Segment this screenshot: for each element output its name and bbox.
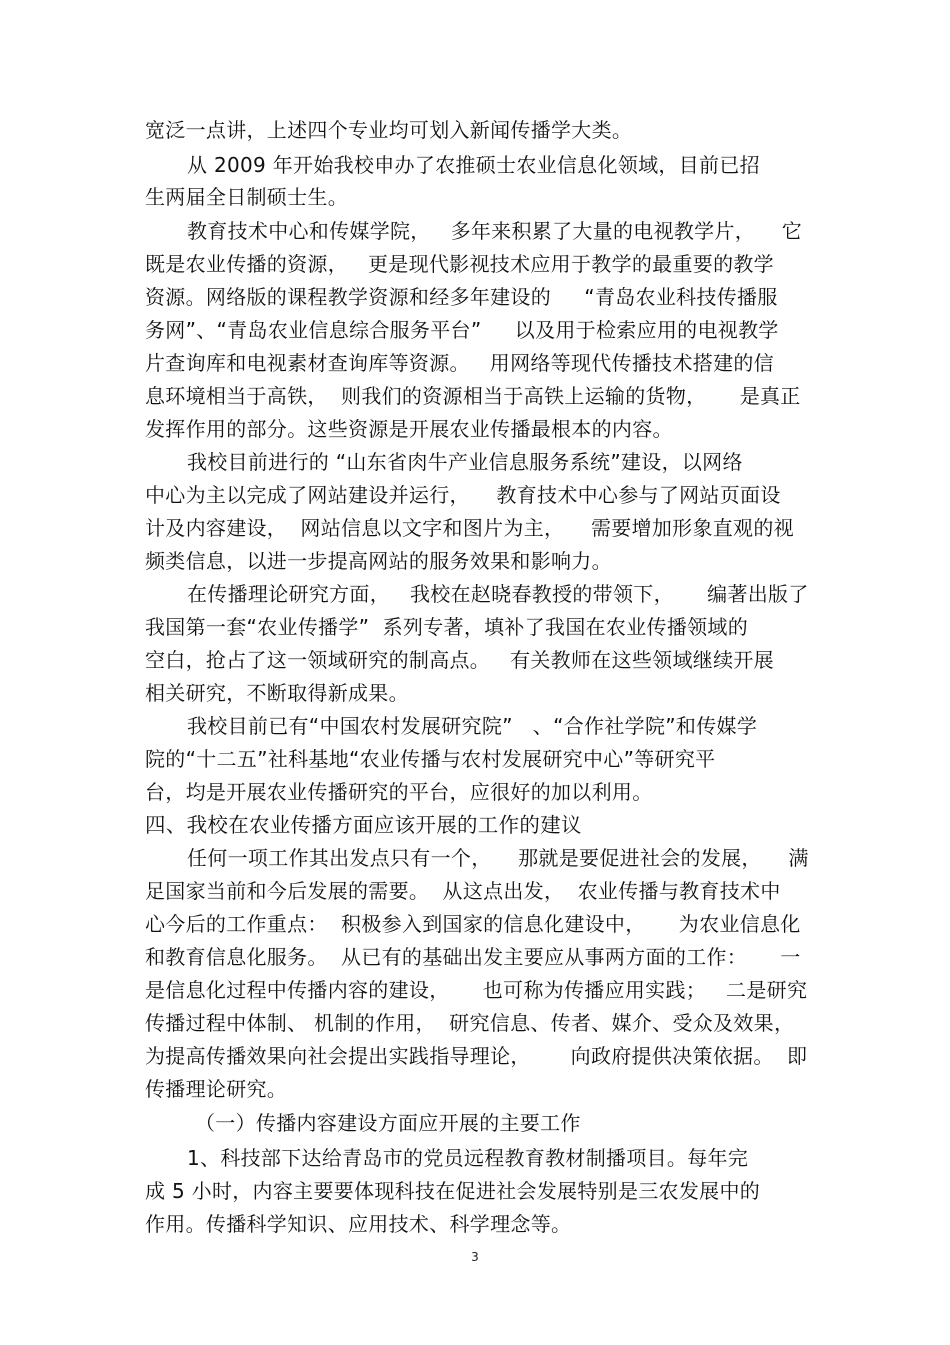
text-line: 资源。网络版的课程教学资源和经多年建设的 “青岛农业科技传播服 xyxy=(145,285,778,309)
text-line: 院的“十二五”社科基地“农业传播与农村发展研究中心”等研究平 xyxy=(145,747,716,771)
text-line: 在传播理论研究方面， 我校在赵晓春教授的带领下， 编著出版了 xyxy=(187,582,809,606)
text-line: 和教育信息化服务。 从已有的基础出发主要应从事两方面的工作： 一 xyxy=(145,945,801,969)
text-line: 发挥作用的部分。这些资源是开展农业传播最根本的内容。 xyxy=(145,417,673,441)
text-line: 既是农业传播的资源， 更是现代影视技术应用于教学的最重要的教学 xyxy=(145,252,774,276)
text-line: 我校目前进行的 “山东省肉牛产业信息服务系统”建设，以网络 xyxy=(187,450,743,474)
text-line: 是信息化过程中传播内容的建设， 也可称为传播应用实践； 二是研究 xyxy=(145,978,808,1002)
text-line: 宽泛一点讲，上述四个专业均可划入新闻传播学大类。 xyxy=(145,118,633,142)
text-line: 心今后的工作重点： 积极参入到国家的信息化建设中， 为农业信息化 xyxy=(145,912,801,936)
text-line: 片查询库和电视素材查询库等资源。 用网络等现代传播技术搭建的信 xyxy=(145,351,774,375)
text-line: 频类信息，以进一步提高网站的服务效果和影响力。 xyxy=(145,549,612,573)
text-line: 作用。传播科学知识、应用技术、科学理念等。 xyxy=(145,1212,572,1236)
text-line: 足国家当前和今后发展的需要。 从这点出发， 农业传播与教育技术中 xyxy=(145,879,781,903)
text-line: 计及内容建设， 网站信息以文字和图片为主， 需要增加形象直观的视 xyxy=(145,516,794,540)
text-line: 传播过程中体制、 机制的作用， 研究信息、传者、媒介、受众及效果， xyxy=(145,1011,795,1035)
text-line: 我校目前已有“中国农村发展研究院” 、“合作社学院”和传媒学 xyxy=(187,714,758,738)
text-line: 台，均是开展农业传播研究的平台，应很好的加以利用。 xyxy=(145,780,653,804)
text-line: 1、科技部下达给青岛市的党员远程教育教材制播项目。每年完 xyxy=(187,1146,749,1170)
page-number: 3 xyxy=(471,1250,479,1264)
text-line: 相关研究，不断取得新成果。 xyxy=(145,681,409,705)
text-line: 任何一项工作其出发点只有一个， 那就是要促进社会的发展， 满 xyxy=(187,846,809,870)
text-line: 教育技术中心和传媒学院， 多年来积累了大量的电视教学片， 它 xyxy=(187,219,803,243)
text-line: 传播理论研究。 xyxy=(145,1077,288,1101)
text-line: 为提高传播效果向社会提出实践指导理论， 向政府提供决策依据。 即 xyxy=(145,1044,808,1068)
text-line: 息环境相当于高铁， 则我们的资源相当于高铁上运输的货物， 是真正 xyxy=(145,384,801,408)
section-heading: 四、我校在农业传播方面应该开展的工作的建议 xyxy=(145,813,582,837)
text-line: 成 5 小时，内容主要要体现科技在促进社会发展特别是三农发展中的 xyxy=(145,1179,761,1203)
text-line: 我国第一套“农业传播学” 系列专著，填补了我国在农业传播领域的 xyxy=(145,615,749,639)
text-line: 从 2009 年开始我校申办了农推硕士农业信息化领域，目前已招 xyxy=(187,153,760,177)
subsection-heading: （一）传播内容建设方面应开展的主要工作 xyxy=(195,1111,581,1135)
text-line: 中心为主以完成了网站建设并运行， 教育技术中心参与了网站页面设 xyxy=(145,483,781,507)
text-line: 务网”、“青岛农业信息综合服务平台” 以及用于检索应用的电视教学 xyxy=(145,318,779,342)
text-line: 生两届全日制硕士生。 xyxy=(145,185,348,209)
text-line: 空白，抢占了这一领域研究的制高点。 有关教师在这些领域继续开展 xyxy=(145,648,774,672)
